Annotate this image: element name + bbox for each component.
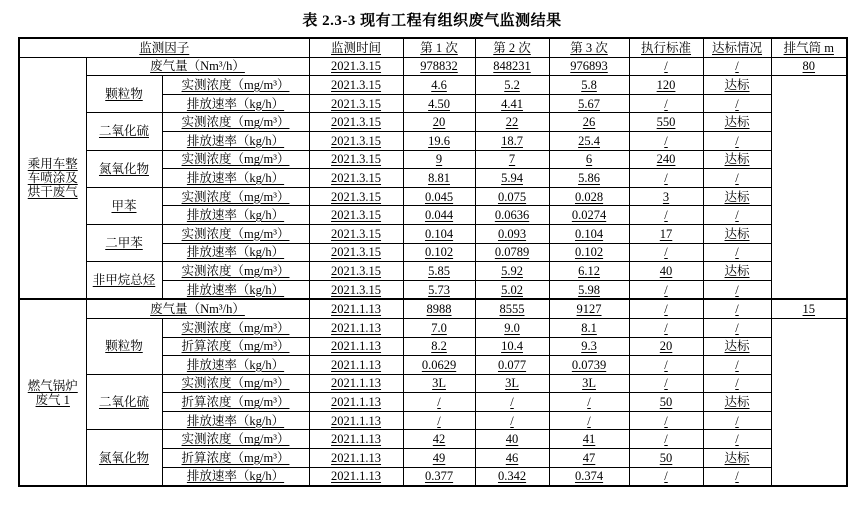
table-row xyxy=(19,262,847,281)
value-cell: 46 xyxy=(475,449,549,468)
value-cell: 5.98 xyxy=(549,280,629,299)
date-cell: 2021.1.13 xyxy=(309,337,403,356)
value-cell: 978832 xyxy=(403,57,475,76)
value-cell: 达标 xyxy=(703,262,771,281)
pollutant-cell: 非甲烷总烃 xyxy=(86,262,162,300)
date-cell: 2021.3.15 xyxy=(309,262,403,281)
value-cell: / xyxy=(703,94,771,113)
measure-label-cell: 折算浓度（mg/m³） xyxy=(162,393,309,412)
pollutant-cell: 二氧化硫 xyxy=(86,113,162,150)
value-cell: 0.0636 xyxy=(475,206,549,225)
date-cell: 2021.3.15 xyxy=(309,131,403,150)
value-cell: 4.6 xyxy=(403,76,475,95)
measure-label-cell: 折算浓度（mg/m³） xyxy=(162,337,309,356)
value-cell: 18.7 xyxy=(475,131,549,150)
table-row xyxy=(19,374,847,393)
value-cell: 9.0 xyxy=(475,318,549,337)
value-cell: 达标 xyxy=(703,76,771,95)
measure-label-cell: 实测浓度（mg/m³） xyxy=(162,76,309,95)
pollutant-cell: 氮氧化物 xyxy=(86,430,162,486)
value-cell: 5.92 xyxy=(475,262,549,281)
value-cell: 40 xyxy=(629,262,703,281)
total-label-cell: 废气量（Nm³/h） xyxy=(86,299,309,318)
value-cell: / xyxy=(629,169,703,188)
stack-height-cell: 15 xyxy=(771,299,847,318)
value-cell: 0.102 xyxy=(403,243,475,262)
value-cell: 41 xyxy=(549,430,629,449)
value-cell: 4.41 xyxy=(475,94,549,113)
value-cell: 19.6 xyxy=(403,131,475,150)
value-cell: 5.94 xyxy=(475,169,549,188)
value-cell: 0.104 xyxy=(549,224,629,243)
date-cell: 2021.3.15 xyxy=(309,169,403,188)
table-body xyxy=(19,57,847,486)
group-label-line: 废气 1 xyxy=(35,392,70,407)
value-cell: 5.8 xyxy=(549,76,629,95)
date-cell: 2021.1.13 xyxy=(309,299,403,318)
value-cell: / xyxy=(629,280,703,299)
header-standard: 执行标准 xyxy=(629,38,703,57)
measure-label-cell: 实测浓度（mg/m³） xyxy=(162,187,309,206)
value-cell: 47 xyxy=(549,449,629,468)
value-cell: 10.4 xyxy=(475,337,549,356)
value-cell: / xyxy=(629,57,703,76)
table-title: 表 2.3-3 现有工程有组织废气监测结果 xyxy=(302,13,562,29)
header-row xyxy=(19,38,847,57)
value-cell: 0.377 xyxy=(403,467,475,486)
measure-label-cell: 实测浓度（mg/m³） xyxy=(162,113,309,132)
group-cell xyxy=(19,299,86,486)
date-cell: 2021.3.15 xyxy=(309,113,403,132)
value-cell: / xyxy=(703,411,771,430)
date-cell: 2021.3.15 xyxy=(309,150,403,169)
table-row xyxy=(19,76,847,95)
group-label-line: 燃气锅炉 xyxy=(27,378,78,393)
value-cell: 0.102 xyxy=(549,243,629,262)
value-cell: / xyxy=(475,393,549,412)
measure-label-cell: 排放速率（kg/h） xyxy=(162,280,309,299)
date-cell: 2021.1.13 xyxy=(309,430,403,449)
value-cell: / xyxy=(629,131,703,150)
date-cell: 2021.3.15 xyxy=(309,57,403,76)
value-cell: 0.028 xyxy=(549,187,629,206)
value-cell: 5.85 xyxy=(403,262,475,281)
table-row xyxy=(19,57,847,76)
value-cell: 0.045 xyxy=(403,187,475,206)
date-cell: 2021.1.13 xyxy=(309,411,403,430)
value-cell: 3L xyxy=(549,374,629,393)
value-cell: / xyxy=(703,430,771,449)
value-cell: / xyxy=(629,94,703,113)
measure-label-cell: 排放速率（kg/h） xyxy=(162,411,309,430)
value-cell: / xyxy=(703,280,771,299)
pollutant-cell: 甲苯 xyxy=(86,187,162,224)
value-cell: 17 xyxy=(629,224,703,243)
measure-label-cell: 实测浓度（mg/m³） xyxy=(162,224,309,243)
table-row xyxy=(19,224,847,243)
value-cell: 5.2 xyxy=(475,76,549,95)
value-cell: 3L xyxy=(475,374,549,393)
value-cell: 25.4 xyxy=(549,131,629,150)
value-cell: 22 xyxy=(475,113,549,132)
value-cell: 120 xyxy=(629,76,703,95)
group-label-line: 乘用车整 xyxy=(27,156,78,171)
value-cell: 达标 xyxy=(703,393,771,412)
group-label-line: 车喷涂及 xyxy=(27,170,78,185)
value-cell: 848231 xyxy=(475,57,549,76)
measure-label-cell: 排放速率（kg/h） xyxy=(162,131,309,150)
value-cell: 3L xyxy=(403,374,475,393)
measure-label-cell: 实测浓度（mg/m³） xyxy=(162,374,309,393)
date-cell: 2021.3.15 xyxy=(309,187,403,206)
value-cell: 4.50 xyxy=(403,94,475,113)
value-cell: / xyxy=(629,299,703,318)
value-cell: 0.342 xyxy=(475,467,549,486)
value-cell: / xyxy=(703,356,771,375)
monitoring-table xyxy=(18,37,848,487)
header-compliance: 达标情况 xyxy=(703,38,771,57)
pollutant-cell: 氮氧化物 xyxy=(86,150,162,187)
value-cell: 240 xyxy=(629,150,703,169)
value-cell: / xyxy=(703,467,771,486)
value-cell: 0.077 xyxy=(475,356,549,375)
date-cell: 2021.3.15 xyxy=(309,224,403,243)
value-cell: 9 xyxy=(403,150,475,169)
value-cell: / xyxy=(549,393,629,412)
value-cell: 8.1 xyxy=(549,318,629,337)
value-cell: 42 xyxy=(403,430,475,449)
pollutant-cell: 二甲苯 xyxy=(86,224,162,261)
value-cell: / xyxy=(629,467,703,486)
value-cell: 达标 xyxy=(703,449,771,468)
date-cell: 2021.3.15 xyxy=(309,243,403,262)
value-cell: 8988 xyxy=(403,299,475,318)
value-cell: 5.02 xyxy=(475,280,549,299)
date-cell: 2021.3.15 xyxy=(309,76,403,95)
value-cell: / xyxy=(629,430,703,449)
value-cell: / xyxy=(475,411,549,430)
measure-label-cell: 实测浓度（mg/m³） xyxy=(162,150,309,169)
value-cell: 7 xyxy=(475,150,549,169)
value-cell: / xyxy=(703,374,771,393)
stack-empty-cell xyxy=(771,76,847,300)
header-monitoring-factor: 监测因子 xyxy=(19,38,309,57)
measure-label-cell: 实测浓度（mg/m³） xyxy=(162,318,309,337)
value-cell: 5.86 xyxy=(549,169,629,188)
value-cell: 40 xyxy=(475,430,549,449)
value-cell: 7.0 xyxy=(403,318,475,337)
total-label-cell: 废气量（Nm³/h） xyxy=(86,57,309,76)
header-run-1: 第 1 次 xyxy=(403,38,475,57)
header-monitoring-time: 监测时间 xyxy=(309,38,403,57)
value-cell: 0.044 xyxy=(403,206,475,225)
table-row xyxy=(19,430,847,449)
value-cell: 8555 xyxy=(475,299,549,318)
value-cell: 0.374 xyxy=(549,467,629,486)
measure-label-cell: 排放速率（kg/h） xyxy=(162,206,309,225)
value-cell: 0.0739 xyxy=(549,356,629,375)
measure-label-cell: 实测浓度（mg/m³） xyxy=(162,262,309,281)
value-cell: 8.2 xyxy=(403,337,475,356)
value-cell: 50 xyxy=(629,393,703,412)
table-row xyxy=(19,187,847,206)
value-cell: / xyxy=(549,411,629,430)
pollutant-cell: 二氧化硫 xyxy=(86,374,162,430)
value-cell: / xyxy=(703,131,771,150)
value-cell: 9.3 xyxy=(549,337,629,356)
measure-label-cell: 排放速率（kg/h） xyxy=(162,356,309,375)
date-cell: 2021.3.15 xyxy=(309,280,403,299)
stack-empty-cell xyxy=(771,318,847,486)
value-cell: 6.12 xyxy=(549,262,629,281)
value-cell: 0.0629 xyxy=(403,356,475,375)
group-cell xyxy=(19,57,86,299)
value-cell: / xyxy=(629,206,703,225)
value-cell: 5.73 xyxy=(403,280,475,299)
date-cell: 2021.1.13 xyxy=(309,467,403,486)
value-cell: 5.67 xyxy=(549,94,629,113)
date-cell: 2021.1.13 xyxy=(309,318,403,337)
value-cell: 20 xyxy=(403,113,475,132)
value-cell: 50 xyxy=(629,449,703,468)
date-cell: 2021.1.13 xyxy=(309,374,403,393)
value-cell: / xyxy=(703,206,771,225)
value-cell: 达标 xyxy=(703,150,771,169)
value-cell: / xyxy=(703,318,771,337)
value-cell: 9127 xyxy=(549,299,629,318)
value-cell: 6 xyxy=(549,150,629,169)
value-cell: / xyxy=(403,393,475,412)
value-cell: 0.075 xyxy=(475,187,549,206)
value-cell: 26 xyxy=(549,113,629,132)
value-cell: 0.0274 xyxy=(549,206,629,225)
header-run-3: 第 3 次 xyxy=(549,38,629,57)
value-cell: 49 xyxy=(403,449,475,468)
measure-label-cell: 排放速率（kg/h） xyxy=(162,94,309,113)
measure-label-cell: 排放速率（kg/h） xyxy=(162,169,309,188)
value-cell: / xyxy=(629,356,703,375)
group-label-line: 烘干废气 xyxy=(27,184,78,199)
value-cell: 8.81 xyxy=(403,169,475,188)
value-cell: 0.0789 xyxy=(475,243,549,262)
value-cell: 550 xyxy=(629,113,703,132)
pollutant-cell: 颗粒物 xyxy=(86,318,162,374)
value-cell: / xyxy=(629,411,703,430)
value-cell: / xyxy=(703,299,771,318)
measure-label-cell: 排放速率（kg/h） xyxy=(162,467,309,486)
stack-height-cell: 80 xyxy=(771,57,847,76)
value-cell: / xyxy=(629,318,703,337)
table-row xyxy=(19,150,847,169)
measure-label-cell: 排放速率（kg/h） xyxy=(162,243,309,262)
value-cell: 达标 xyxy=(703,224,771,243)
value-cell: / xyxy=(629,243,703,262)
table-row xyxy=(19,299,847,318)
value-cell: 达标 xyxy=(703,113,771,132)
table-row xyxy=(19,113,847,132)
value-cell: 20 xyxy=(629,337,703,356)
value-cell: 0.104 xyxy=(403,224,475,243)
header-stack-height: 排气筒 m xyxy=(771,38,847,57)
value-cell: / xyxy=(403,411,475,430)
date-cell: 2021.3.15 xyxy=(309,206,403,225)
measure-label-cell: 折算浓度（mg/m³） xyxy=(162,449,309,468)
value-cell: / xyxy=(703,169,771,188)
value-cell: / xyxy=(703,243,771,262)
date-cell: 2021.1.13 xyxy=(309,393,403,412)
date-cell: 2021.3.15 xyxy=(309,94,403,113)
value-cell: 达标 xyxy=(703,337,771,356)
table-row xyxy=(19,318,847,337)
pollutant-cell: 颗粒物 xyxy=(86,76,162,113)
value-cell: 3 xyxy=(629,187,703,206)
measure-label-cell: 实测浓度（mg/m³） xyxy=(162,430,309,449)
value-cell: 达标 xyxy=(703,187,771,206)
value-cell: / xyxy=(703,57,771,76)
value-cell: 0.093 xyxy=(475,224,549,243)
value-cell: / xyxy=(629,374,703,393)
header-run-2: 第 2 次 xyxy=(475,38,549,57)
date-cell: 2021.1.13 xyxy=(309,449,403,468)
value-cell: 976893 xyxy=(549,57,629,76)
date-cell: 2021.1.13 xyxy=(309,356,403,375)
